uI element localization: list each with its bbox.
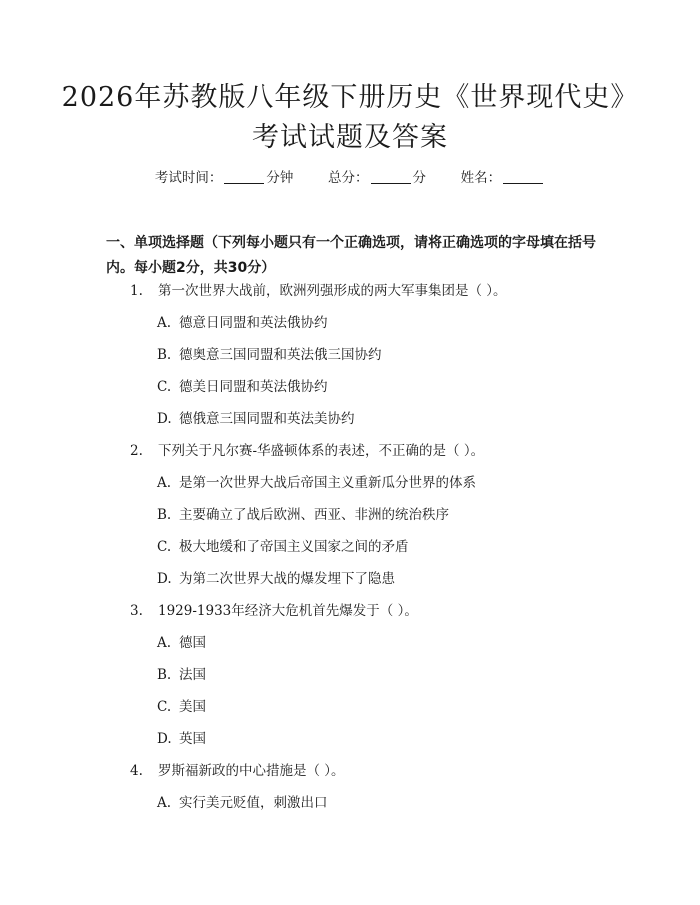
question-2-option-a xyxy=(157,473,476,493)
exam-time-label: 考试时间： xyxy=(154,170,223,186)
option-letter: C. xyxy=(157,539,172,555)
page-title: 2026年苏教版八年级下册历史《世界现代史》考试试题及答案 xyxy=(61,82,639,153)
question-3-option-b xyxy=(157,665,206,685)
question-2-option-b xyxy=(157,505,449,525)
option-text: 实行美元贬值，刺激出口 xyxy=(179,795,328,811)
name-label: 姓名： xyxy=(460,170,502,186)
question-1-option-b xyxy=(157,345,382,365)
question-1-option-c xyxy=(157,377,328,397)
question-number: 3. xyxy=(130,603,143,619)
total-score-label: 总分： xyxy=(328,170,369,186)
option-text: 德意日同盟和英法俄协约 xyxy=(179,315,328,331)
option-text: 德美日同盟和英法俄协约 xyxy=(179,379,328,395)
option-text: 法国 xyxy=(179,667,206,683)
question-number: 2. xyxy=(130,443,143,459)
option-letter: A. xyxy=(157,475,172,491)
option-letter: D. xyxy=(157,731,172,747)
question-2 xyxy=(130,441,484,461)
question-1-option-a xyxy=(157,313,328,333)
option-letter: B. xyxy=(157,507,172,523)
question-1-option-d xyxy=(157,409,355,429)
exam-time-unit: 分钟 xyxy=(266,170,294,186)
option-text: 是第一次世界大战后帝国主义重新瓜分世界的体系 xyxy=(179,475,476,491)
question-number: 1. xyxy=(130,283,143,299)
question-3-option-a xyxy=(157,633,206,653)
option-text: 德奥意三国同盟和英法俄三国协约 xyxy=(179,347,382,363)
option-text: 为第二次世界大战的爆发埋下了隐患 xyxy=(179,571,395,587)
question-1 xyxy=(130,281,507,301)
option-text: 主要确立了战后欧洲、西亚、非洲的统治秩序 xyxy=(179,507,449,523)
question-3-option-d xyxy=(157,729,206,749)
question-text: 第一次世界大战前，欧洲列强形成的两大军事集团是（ ）。 xyxy=(158,283,507,299)
section-heading: 一、单项选择题（下列每小题只有一个正确选项，请将正确选项的字母填在括号内。每小题2分，共30分） xyxy=(106,235,596,276)
question-text: 罗斯福新政的中心措施是（ ）。 xyxy=(158,763,345,779)
option-letter: D. xyxy=(157,411,172,427)
question-2-option-d xyxy=(157,569,395,589)
name-blank xyxy=(503,169,543,184)
total-score-blank xyxy=(371,169,411,184)
option-text: 德国 xyxy=(179,635,206,651)
question-number: 4. xyxy=(130,763,143,779)
question-3 xyxy=(130,601,418,621)
option-letter: C. xyxy=(157,379,172,395)
option-letter: A. xyxy=(157,795,172,811)
option-letter: C. xyxy=(157,699,172,715)
option-text: 美国 xyxy=(179,699,206,715)
option-text: 英国 xyxy=(179,731,206,747)
question-4 xyxy=(130,761,345,781)
total-score-unit: 分 xyxy=(412,170,426,186)
question-text: 1929-1933年经济大危机首先爆发于（ ）。 xyxy=(158,603,418,619)
option-letter: A. xyxy=(157,315,172,331)
option-letter: A. xyxy=(157,635,172,651)
question-4-option-a xyxy=(157,793,328,813)
option-letter: B. xyxy=(157,667,172,683)
exam-time-blank xyxy=(224,169,264,184)
question-2-option-c xyxy=(157,537,409,557)
option-text: 极大地缓和了帝国主义国家之间的矛盾 xyxy=(179,539,409,555)
option-text: 德俄意三国同盟和英法美协约 xyxy=(179,411,355,427)
option-letter: D. xyxy=(157,571,172,587)
exam-info-line xyxy=(0,168,700,188)
option-letter: B. xyxy=(157,347,172,363)
question-3-option-c xyxy=(157,697,206,717)
question-text: 下列关于凡尔赛-华盛顿体系的表述，不正确的是（ ）。 xyxy=(158,443,485,459)
